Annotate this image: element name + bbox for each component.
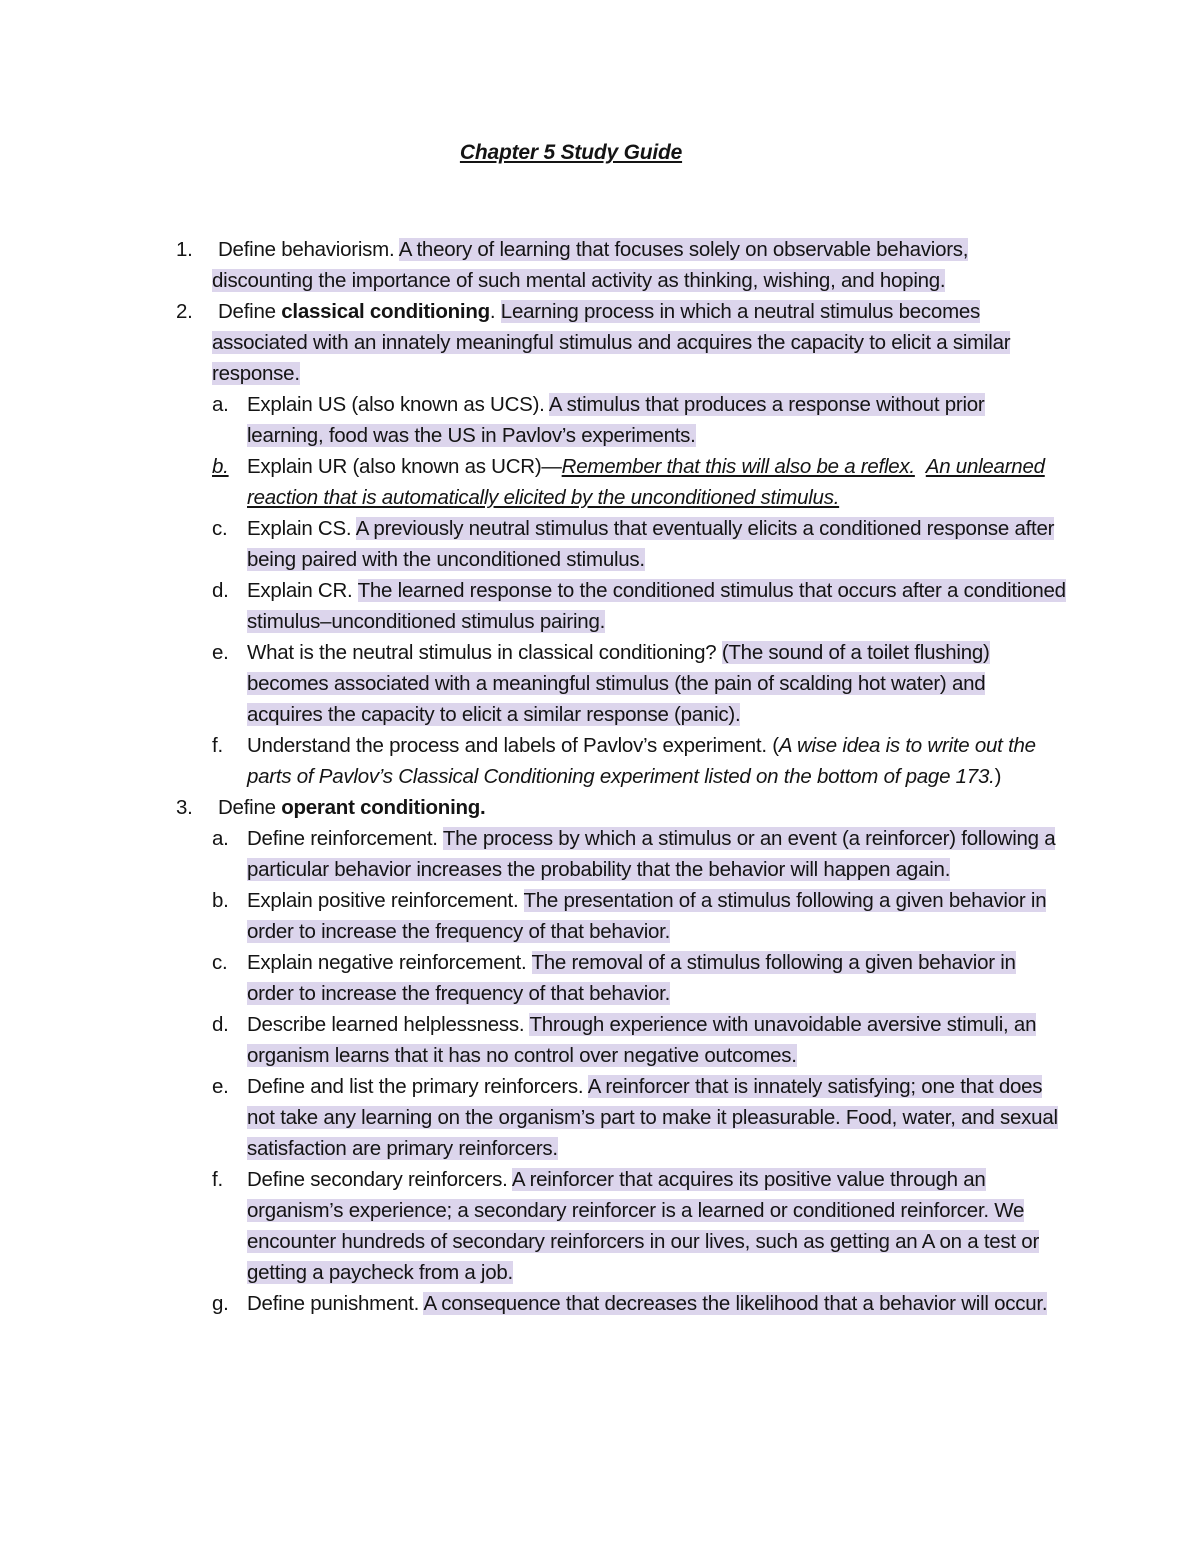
question-3b (176, 885, 1066, 947)
sub-prompt: Explain UR (also known as UCR)— (247, 455, 562, 478)
question-2b (176, 451, 1066, 513)
question-2f (176, 730, 1066, 792)
question-1 (176, 234, 1066, 296)
question-prompt: Define behaviorism. (218, 238, 395, 261)
question-3e (176, 1071, 1066, 1164)
highlighted-answer: The learned response to the conditioned stimulus that occurs after a conditioned stimulus–unconditioned stimulus pairing. (247, 579, 1066, 633)
question-3d (176, 1009, 1066, 1071)
question-2d (176, 575, 1066, 637)
sub-prompt: What is the neutral stimulus in classical conditioning? (247, 641, 717, 664)
sub-letter: f. (212, 1168, 223, 1191)
question-3g (176, 1288, 1066, 1319)
sub-prompt: Explain CS. (247, 517, 352, 540)
question-prompt-term: operant conditioning. (281, 796, 486, 819)
sub-letter: c. (212, 951, 228, 974)
sub-prompt: Define reinforcement. (247, 827, 438, 850)
question-prompt: Define (218, 300, 282, 323)
sub-note: Remember that this will also be a reflex. (561, 455, 915, 478)
question-2 (176, 296, 1066, 389)
question-number: 3. (176, 796, 193, 819)
highlighted-answer: Through experience with unavoidable aversive stimuli, an organism learns that it has no control over negative outcomes. (247, 1013, 1037, 1067)
study-guide-list (176, 234, 1066, 1319)
sub-letter: g. (212, 1292, 229, 1315)
highlighted-answer: A previously neutral stimulus that eventually elicits a conditioned response after being paired with the unconditioned stimulus. (247, 517, 1055, 571)
highlighted-answer: The process by which a stimulus or an event (a reinforcer) following a particular behavior increases the probability that the behavior will happen again. (247, 827, 1056, 881)
highlighted-answer: A consequence that decreases the likelihood that a behavior will occur. (423, 1292, 1048, 1315)
sub-prompt: Explain CR. (247, 579, 353, 602)
question-number: 2. (176, 300, 193, 323)
sub-note-close: ) (994, 765, 1002, 788)
highlighted-answer: A reinforcer that is innately satisfying; one that does not take any learning on the organism’s part to make it pleasurable. Food, water, and sexual satisfaction are primary reinforcers. (247, 1075, 1058, 1160)
question-prompt: Define (218, 796, 282, 819)
question-prompt-end: . (489, 300, 496, 323)
sub-letter: a. (212, 827, 229, 850)
highlighted-answer: A theory of learning that focuses solely on observable behaviors, discounting the importance of such mental activity as thinking, wishing, and hoping. (212, 238, 969, 292)
highlighted-answer: The removal of a stimulus following a given behavior in order to increase the frequency of that behavior. (247, 951, 1016, 1005)
highlighted-answer: A reinforcer that acquires its positive value through an organism’s experience; a secondary reinforcer is a learned or conditioned reinforcer. We encounter hundreds of secondary reinforcers in our lives, such as getting an A on a test or getting a paycheck from a job. (247, 1168, 1040, 1284)
highlighted-answer: A stimulus that produces a response without prior learning, food was the US in Pavlov’s experiments. (247, 393, 985, 447)
highlighted-answer: The presentation of a stimulus following a given behavior in order to increase the frequency of that behavior. (247, 889, 1047, 943)
sub-letter: b. (212, 455, 229, 478)
sub-prompt: Define and list the primary reinforcers. (247, 1075, 584, 1098)
sub-letter: b. (212, 889, 229, 912)
underlined-answer: An unlearned reaction that is automatically elicited by the unconditioned stimulus. (247, 455, 1045, 509)
sub-prompt: Explain US (also known as UCS). (247, 393, 545, 416)
question-number: 1. (176, 238, 193, 261)
sub-note: A wise idea is to write out the parts of Pavlov’s Classical Conditioning experiment listed on the bottom of page 173. (247, 734, 1036, 788)
highlighted-answer: Learning process in which a neutral stimulus becomes associated with an innately meaningful stimulus and acquires the capacity to elicit a similar response. (212, 300, 1011, 385)
question-2c (176, 513, 1066, 575)
question-3c (176, 947, 1066, 1009)
page-title: Chapter 5 Study Guide (459, 141, 683, 164)
question-prompt-term: classical conditioning (281, 300, 490, 323)
question-2e (176, 637, 1066, 730)
sub-letter: e. (212, 641, 229, 664)
sub-prompt: Understand the process and labels of Pavlov’s experiment. ( (247, 734, 779, 757)
question-3f (176, 1164, 1066, 1288)
sub-letter: e. (212, 1075, 229, 1098)
question-3a (176, 823, 1066, 885)
sub-letter: c. (212, 517, 228, 540)
question-3 (176, 792, 1066, 823)
sub-letter: a. (212, 393, 229, 416)
sub-letter: d. (212, 1013, 229, 1036)
sub-prompt: Explain positive reinforcement. (247, 889, 519, 912)
sub-letter: f. (212, 734, 223, 757)
highlighted-answer: (The sound of a toilet flushing) becomes associated with a meaningful stimulus (the pain of scalding hot water) and acquires the capacity to elicit a similar response (panic). (247, 641, 990, 726)
sub-prompt: Define punishment. (247, 1292, 420, 1315)
sub-letter: d. (212, 579, 229, 602)
sub-prompt: Explain negative reinforcement. (247, 951, 527, 974)
sub-prompt: Define secondary reinforcers. (247, 1168, 508, 1191)
sub-prompt: Describe learned helplessness. (247, 1013, 525, 1036)
question-2a (176, 389, 1066, 451)
